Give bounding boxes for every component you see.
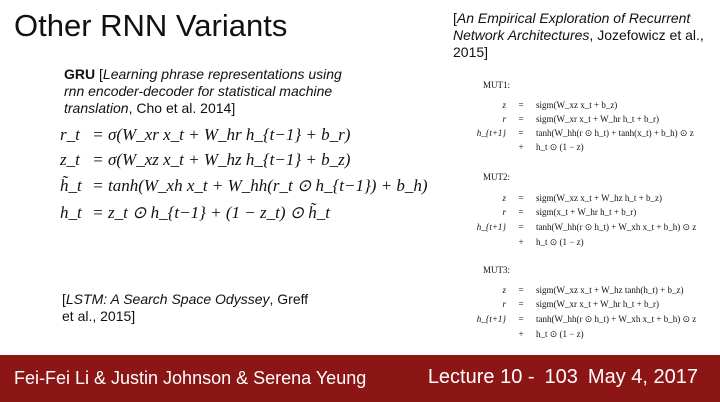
gru-equation-reset: r_t = σ(W_xr x_t + W_hr h_{t−1} + b_r) xyxy=(60,125,351,144)
gru-paper-title: Learning phrase representations using rnn encoder-decoder for statistical machine translation xyxy=(64,66,342,116)
equation-rhs: σ(W_xr x_t + W_hr h_{t−1} + b_r) xyxy=(108,125,351,144)
footer-bar xyxy=(0,355,720,402)
equation-lhs: z_t xyxy=(60,150,80,169)
mut-open-bracket: [ xyxy=(453,10,457,26)
slide: Other RNN Variants GRU [Learning phrase representations using rnn encoder-decoder for statistical machine translation, Cho et al. 2014] r_t = σ(W_xr x_t + W_hr h_{t−1} + b_r) z_t = σ(W_xz x_t + W_hz h_{t−1} + b_z) h̃_t = tanh(W_xh x_t + W_hh(r_t ⊙ h_{t−1}) + b_h) h_t = z_t ⊙ h_{t−1} + (1 − z_t) ⊙ h̃_t [LSTM: A Search Space Odyssey, Greff et al., 2015] [An Empirical Exploration of Recurrent Network Architectures, Jozefowicz et al., 2015] MUT1: z = sigm(W_xz x_t + b_z) r = sigm(W_xr x_t + W_hr h_t + b_r) h_{t+1} = tanh(W_hh(r ⊙ h_t) + tanh(x_t) + b_h) ⊙ z + h_t ⊙ (1 − z) MUT2: z = sigm(W_xz x_t + W_hz h_t + b_z) r = sigm(x_t + W_hr h_t + b_r) h_{t+1} = tanh(W_hh(r ⊙ h_t) + W_xh x_t + b_h) ⊙ z + h_t ⊙ (1 − z) MUT3: z = sigm(W_xz x_t + W_hz tanh(h_t) + b_z) r = sigm(W_xr x_t + W_hr h_t + b_r) h_{t+1} = tanh(W_hh(r ⊙ h_t) + W_xh x_t + b_h) ⊙ z + h_t ⊙ (1 − z) xyxy=(0,0,720,402)
gru-equation-hidden: h_t = z_t ⊙ h_{t−1} + (1 − z_t) ⊙ h̃_t xyxy=(60,203,330,222)
gru-equation-candidate: h̃_t = tanh(W_xh x_t + W_hh(r_t ⊙ h_{t−1}) + b_h) xyxy=(60,176,428,195)
lstm-paper-title: LSTM: A Search Space Odyssey xyxy=(65,291,270,307)
equation-rhs: σ(W_xz x_t + W_hz h_{t−1} + b_z) xyxy=(108,150,351,169)
footer-authors: Fei-Fei Li & Justin Johnson & Serena Yeung xyxy=(14,368,367,388)
gru-citation: , Cho et al. 2014] xyxy=(128,100,236,116)
mut-citation: , Jozefowicz et al., 2015] xyxy=(453,27,704,60)
footer-lecture-info xyxy=(428,366,698,389)
lecture-number: Lecture 10 - xyxy=(427,366,535,388)
lecture-date: May 4, 2017 xyxy=(587,366,698,388)
equation-lhs: h̃_t xyxy=(60,176,82,195)
equation-lhs: r_t xyxy=(60,125,80,144)
mut1-label: MUT1: xyxy=(483,80,510,90)
gru-equation-update: z_t = σ(W_xz x_t + W_hz h_{t−1} + b_z) xyxy=(60,150,351,169)
equation-rhs: tanh(W_xh x_t + W_hh(r_t ⊙ h_{t−1}) + b_h) xyxy=(108,176,428,195)
gru-reference xyxy=(64,66,354,117)
page-number: 103 xyxy=(544,366,578,388)
mut2-label: MUT2: xyxy=(483,172,510,182)
gru-open-bracket: [ xyxy=(95,66,103,82)
mut-paper-title: An Empirical Exploration of Recurrent Network Architectures xyxy=(453,10,691,43)
mut-reference xyxy=(453,10,713,61)
lstm-open-bracket: [ xyxy=(62,291,66,307)
slide-title: Other RNN Variants xyxy=(14,8,288,43)
mut3-label: MUT3: xyxy=(483,265,510,275)
equation-rhs: z_t ⊙ h_{t−1} + (1 − z_t) ⊙ h̃_t xyxy=(108,203,330,222)
equation-lhs: h_t xyxy=(60,203,82,222)
lstm-reference xyxy=(62,291,322,325)
lstm-citation: , Greff et al., 2015] xyxy=(62,291,309,324)
gru-label: GRU xyxy=(64,66,96,82)
